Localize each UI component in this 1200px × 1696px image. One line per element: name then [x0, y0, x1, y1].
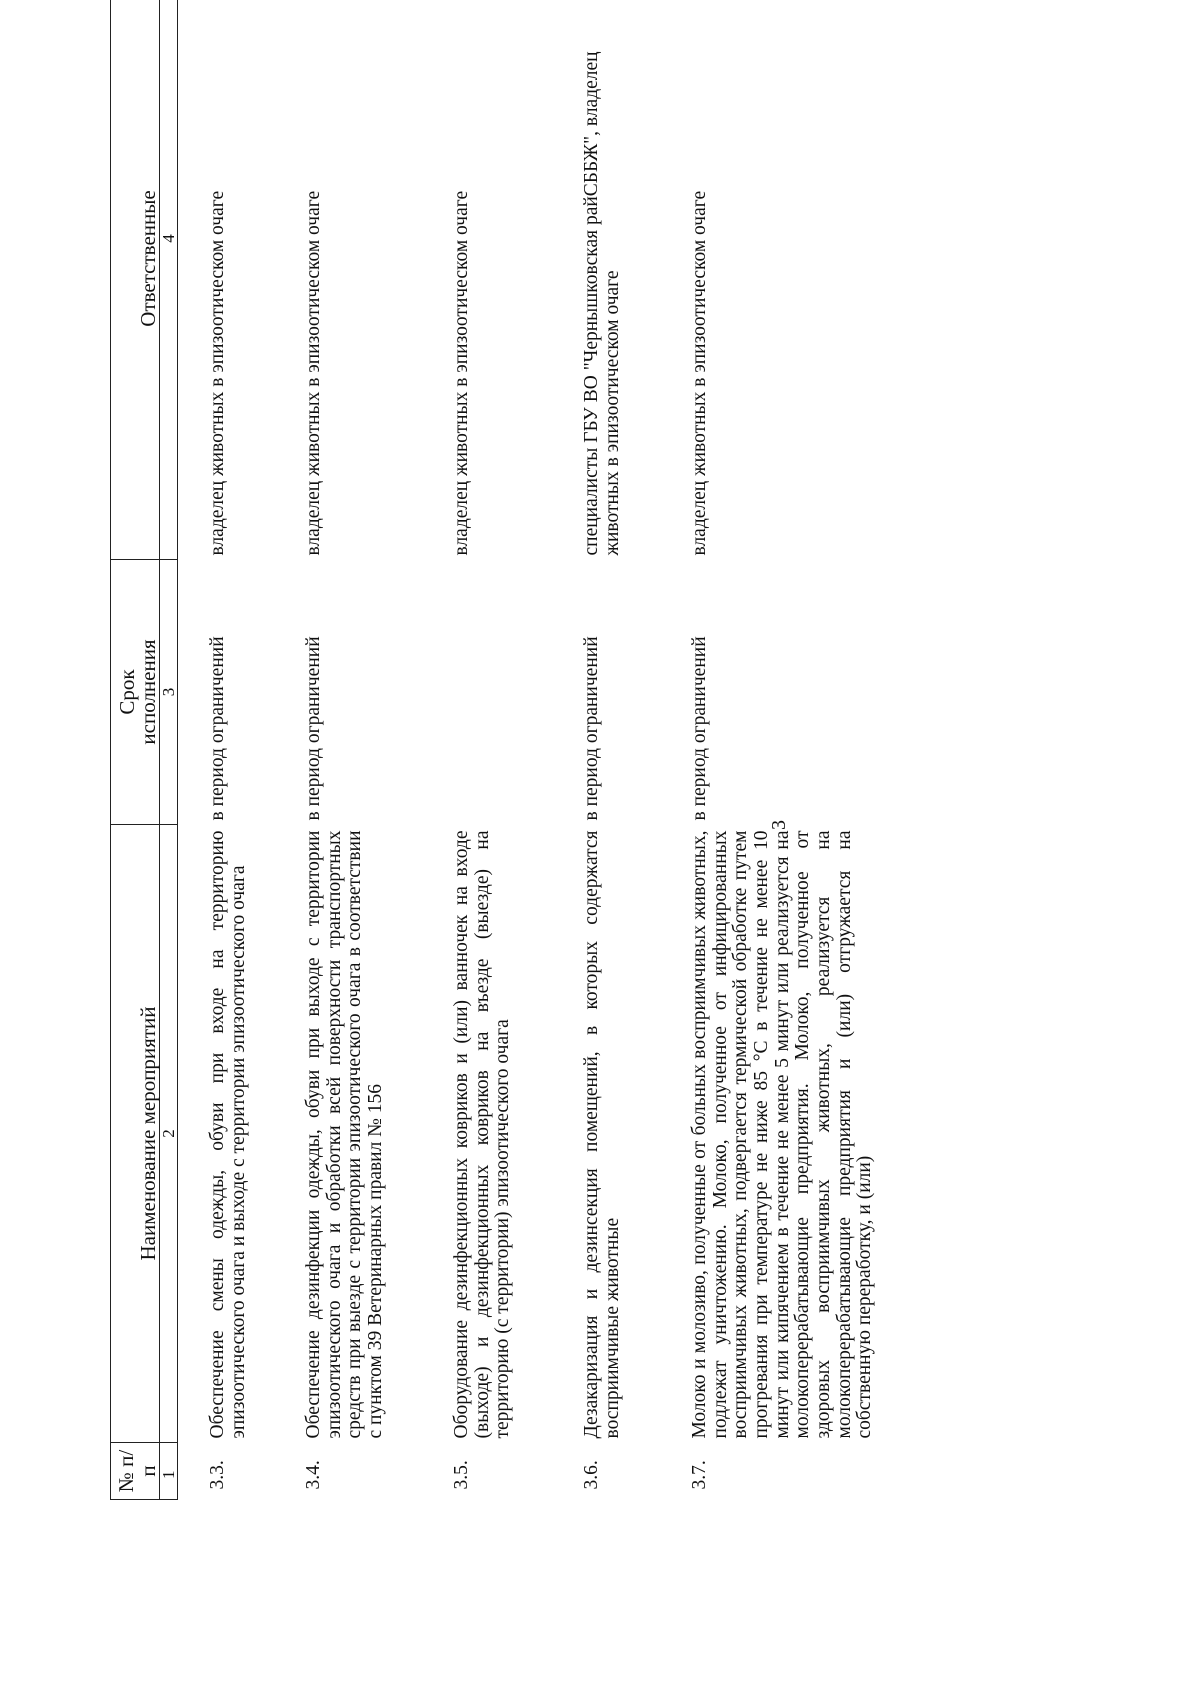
measure-text: Обеспечение дезинфекции одежды, обуви при выходе с территории эпизоотического очага и обработки всей поверхности транспортных средств при выезде с территории эпизоотического очага в соответствии с пунктом 39 Ветеринарных правил № 156: [303, 830, 386, 1439]
measure-text: Дезакаризация и дезинсекция помещений, в которых содержатся восприимчивые животные: [581, 830, 623, 1439]
row-number: 3.4.: [303, 1460, 324, 1490]
column-number-row: [160, 0, 178, 1500]
term-text: в период ограничений: [581, 636, 602, 821]
responsible-text: специалисты ГБУ ВО "Чернышковская райСББЖ", владелец животных в эпизоотическом очаге: [581, 51, 623, 556]
table-row: [422, 0, 552, 1500]
column-number-2: 2: [160, 825, 178, 1443]
row-number: 3.6.: [581, 1460, 602, 1490]
measure-text: Обеспечение смены одежды, обуви при входе на территорию эпизоотического очага и выходе с территории эпизоотического очага: [207, 830, 249, 1439]
header-term-line2: исполнения: [136, 639, 160, 745]
header-term-line1: Срок: [115, 669, 139, 715]
table-row: [552, 0, 660, 1500]
responsible-text: владелец животных в эпизоотическом очаге: [689, 190, 710, 556]
header-responsible: Ответственные: [111, 0, 160, 560]
table-row: [660, 0, 876, 1500]
term-text: в период ограничений: [207, 636, 228, 821]
table-header-row: [111, 0, 160, 1500]
term-text: в период ограничений: [689, 636, 710, 821]
column-number-1: 1: [160, 1443, 178, 1500]
row-number: 3.5.: [451, 1460, 472, 1490]
responsible-text: владелец животных в эпизоотическом очаге: [451, 190, 472, 556]
header-name: Наименование мероприятий: [111, 825, 160, 1443]
term-text: [422, 560, 552, 825]
header-term: [111, 560, 160, 825]
row-number: 3.7.: [689, 1460, 710, 1490]
measures-table: [110, 0, 876, 1500]
table-row: [274, 0, 422, 1500]
row-number: 3.3.: [207, 1460, 228, 1490]
rotated-document-page: [110, 51, 890, 1580]
responsible-text: владелец животных в эпизоотическом очаге: [303, 190, 324, 556]
responsible-text: владелец животных в эпизоотическом очаге: [207, 190, 228, 556]
page-number: 3: [768, 820, 790, 830]
column-number-4: 4: [160, 0, 178, 560]
column-number-3: 3: [160, 560, 178, 825]
measure-text: Оборудование дезинфекционных ковриков и (или) ванночек на входе (выходе) и дезинфекционных ковриков на въезде (выезде) на территорию (с территории) эпизоотического очага: [451, 830, 514, 1439]
measure-text: Молоко и молозиво, полученные от больных восприимчивых животных, подлежат уничтожению. Молоко, полученное от инфицированных восприимчивых животных, подвергается термической обработке путем прогревания при температуре не ниже 85 °С в течение не менее 10 минут или кипячением в течение не менее 5 минут или реализуется на молокоперерабатывающие предприятия. Молоко, полученное от здоровых восприимчивых животных, реализуется на молокоперерабатывающие предприятия и (или) отгружается на собственную переработку, и (или): [689, 830, 876, 1439]
table-row: [178, 0, 275, 1500]
header-num: № п/п: [111, 1443, 160, 1500]
term-text: в период ограничений: [303, 636, 324, 821]
